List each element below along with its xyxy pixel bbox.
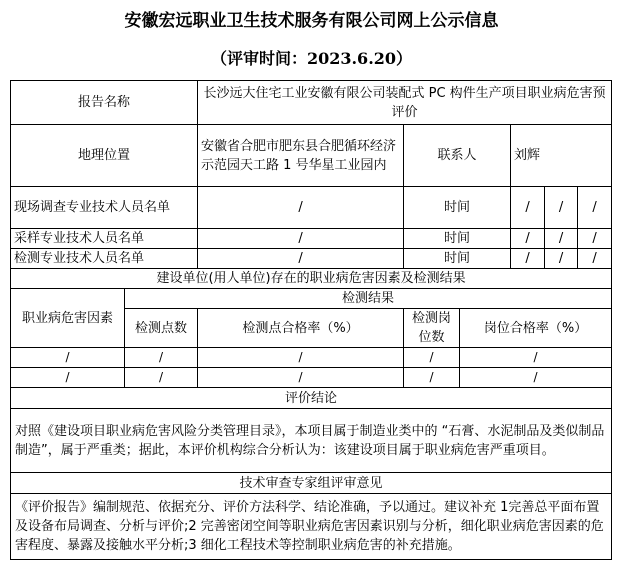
location-label: 地理位置 [11,125,198,187]
table-cell: / [460,368,612,388]
column-header: 检测岗位数 [404,309,460,348]
expert-text: 《评价报告》编制规范、依据充分、评价方法科学、结论准确，予以通过。建议补充 1完善总平面布置及设备布局调查、分析与评价;2 完善密闭空间等职业病危害因素识别与分析，细化职业病危害因素的危害程度、暴露及接触水平分析;3 细化工程技术等控制职业病危害的补充措施。 [11,494,612,560]
table-row [11,368,612,388]
table-cell: / [198,348,404,368]
expert-title: 技术审查专家组评审意见 [11,473,612,494]
sampling-staff-value: / [198,229,404,249]
table-cell: / [460,348,612,368]
contact-value: 刘辉 [511,125,612,187]
testing-staff-value: / [198,249,404,269]
survey-time-month: / [545,187,578,229]
location-value: 安徽省合肥市肥东县合肥循环经济示范园天工路 1 号华星工业园内 [198,125,404,187]
page-title: 安徽宏远职业卫生技术服务有限公司网上公示信息 [124,11,499,31]
survey-time-label: 时间 [404,187,511,229]
survey-time-year: / [511,187,545,229]
conclusion-text: 对照《建设项目职业病危害风险分类管理目录》，本项目属于制造业类中的 “石膏、水泥制品及类似制品制造”，属于严重类；据此，本评价机构综合分析认为：该建设项目属于职业病危害严重项目。 [11,409,612,473]
survey-staff-value: / [198,187,404,229]
testing-time-year: / [511,249,545,269]
sampling-time-label: 时间 [404,229,511,249]
column-header: 检测点合格率（%） [198,309,404,348]
column-header: 岗位合格率（%） [460,309,612,348]
table-cell: / [11,348,125,368]
sampling-staff-label: 采样专业技术人员名单 [11,229,198,249]
survey-staff-label: 现场调查专业技术人员名单 [11,187,198,229]
table-row [11,348,612,368]
hazards-section-title: 建设单位(用人单位)存在的职业病危害因素及检测结果 [11,269,612,289]
factor-header: 职业病危害因素 [11,289,125,348]
report-name-label: 报告名称 [11,81,198,125]
survey-time-day: / [578,187,612,229]
testing-time-day: / [578,249,612,269]
sampling-time-year: / [511,229,545,249]
table-cell: / [125,368,198,388]
column-header: 检测点数 [125,309,198,348]
testing-time-month: / [545,249,578,269]
table-cell: / [404,368,460,388]
disclosure-table [10,80,612,560]
report-name-value: 长沙远大住宅工业安徽有限公司装配式 PC 构件生产项目职业病危害预评价 [198,81,612,125]
table-cell: / [198,368,404,388]
table-cell: / [404,348,460,368]
sampling-time-day: / [578,229,612,249]
testing-staff-label: 检测专业技术人员名单 [11,249,198,269]
table-cell: / [11,368,125,388]
review-time: （评审时间：2023.6.20） [210,49,413,68]
contact-label: 联系人 [404,125,511,187]
sampling-time-month: / [545,229,578,249]
table-cell: / [125,348,198,368]
result-header: 检测结果 [125,289,612,309]
conclusion-title: 评价结论 [11,388,612,409]
testing-time-label: 时间 [404,249,511,269]
